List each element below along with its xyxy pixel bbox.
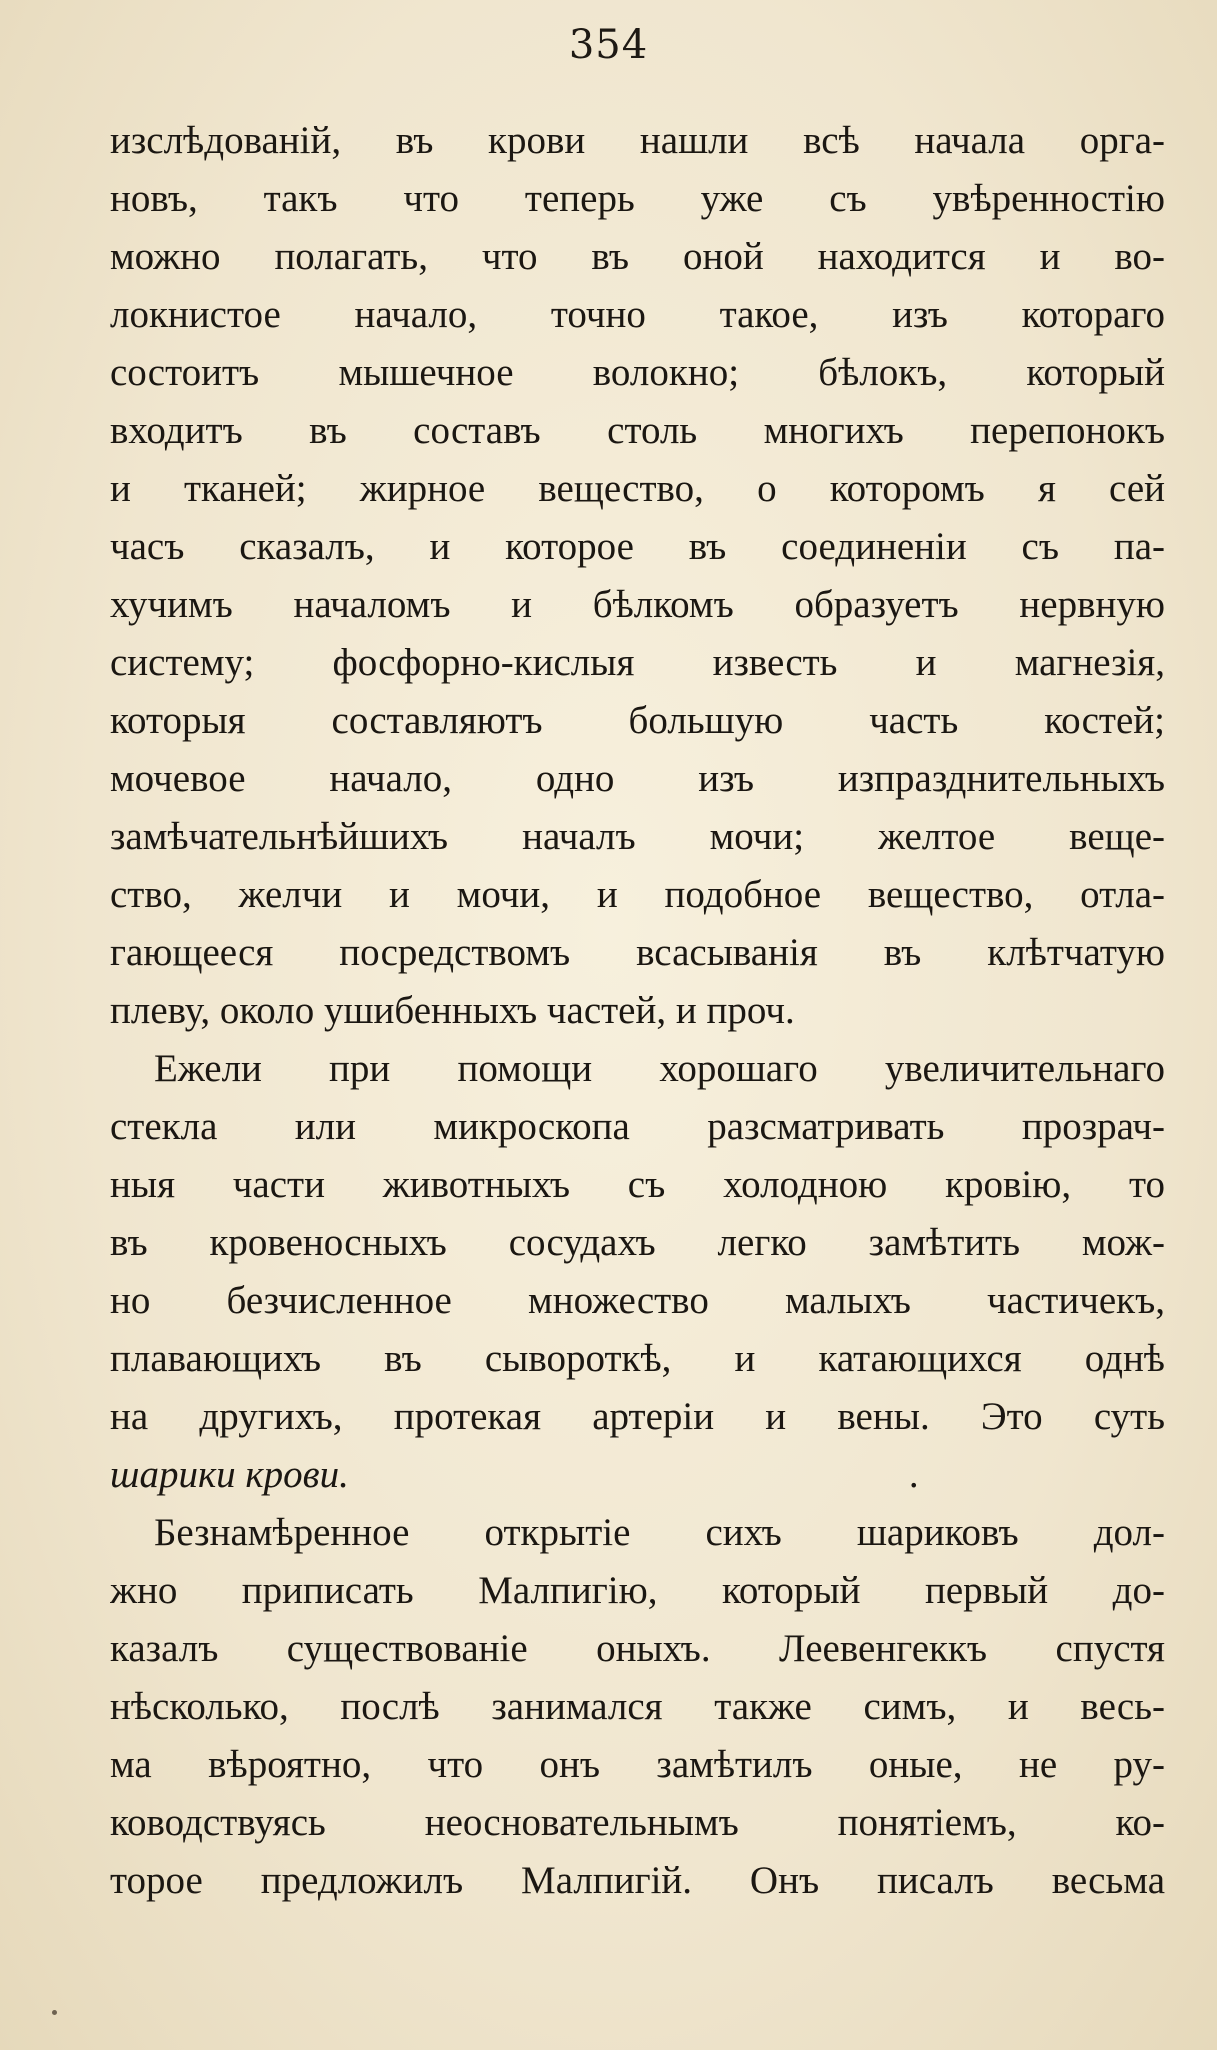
body-text [110, 112, 1165, 1910]
text-line: часъ сказалъ, и которое въ соединеніи съ па- [110, 525, 1165, 568]
text-line: Безнамѣренное открытіе сихъ шариковъ дол- [154, 1511, 1165, 1554]
italic-line [110, 1446, 1165, 1504]
italic-term: шарики крови. [110, 1453, 349, 1496]
text-line: ныя части животныхъ съ холодною кровію, то [110, 1163, 1165, 1206]
text-line: плеву, около ушибенныхъ частей, и проч. [110, 989, 795, 1032]
text-line: хучимъ началомъ и бѣлкомъ образуетъ нервную [110, 583, 1165, 626]
text-line: на другихъ, протекая артеріи и вены. Это суть [110, 1395, 1165, 1438]
text-line: замѣчательнѣйшихъ началъ мочи; желтое веще- [110, 815, 1165, 858]
text-line: плавающихъ въ сывороткѣ, и катающихся однѣ [110, 1337, 1165, 1380]
text-line: входитъ въ составъ столь многихъ перепонокъ [110, 409, 1165, 452]
text-line: стекла или микроскопа разсматривать прозрач- [110, 1105, 1165, 1148]
text-line: состоитъ мышечное волокно; бѣлокъ, который [110, 351, 1165, 394]
text-line: ководствуясь неосновательнымъ понятіемъ, ко- [110, 1801, 1165, 1844]
text-line: можно полагать, что въ оной находится и во- [110, 235, 1165, 278]
text-line: жно приписать Малпигію, который первый до- [110, 1569, 1165, 1612]
text-line: ма вѣроятно, что онъ замѣтилъ оные, не ру- [110, 1743, 1165, 1786]
text-line: и тканей; жирное вещество, о которомъ я сей [110, 467, 1165, 510]
text-line: казалъ существованіе оныхъ. Леевенгеккъ спустя [110, 1627, 1165, 1670]
text-line: нѣсколько, послѣ занимался также симъ, и весь- [110, 1685, 1165, 1728]
text-line: локнистое начало, точно такое, изъ котораго [110, 293, 1165, 336]
text-line: Ежели при помощи хорошаго увеличительнаго [154, 1047, 1165, 1090]
text-line: торое предложилъ Малпигій. Онъ писалъ весьма [110, 1859, 1165, 1902]
ink-speck [52, 2010, 57, 2015]
text-line: въ кровеносныхъ сосудахъ легко замѣтить мож- [110, 1221, 1165, 1264]
text-line: гающееся посредствомъ всасыванія въ клѣтчатую [110, 931, 1165, 974]
text-line: но безчисленное множество малыхъ частичекъ, [110, 1279, 1165, 1322]
text-line: мочевое начало, одно изъ изпразднительныхъ [110, 757, 1165, 800]
text-line: которыя составляютъ большую часть костей; [110, 699, 1165, 742]
page-number: 354 [568, 22, 649, 68]
text-line: ство, желчи и мочи, и подобное вещество, отла- [110, 873, 1165, 916]
text-line: новъ, такъ что теперь уже съ увѣренностію [110, 177, 1165, 220]
trailing-mark: . [908, 1453, 919, 1496]
text-line: систему; фосфорно-кислыя известь и магнезія, [110, 641, 1165, 684]
text-line: изслѣдованій, въ крови нашли всѣ начала орга- [110, 119, 1165, 162]
